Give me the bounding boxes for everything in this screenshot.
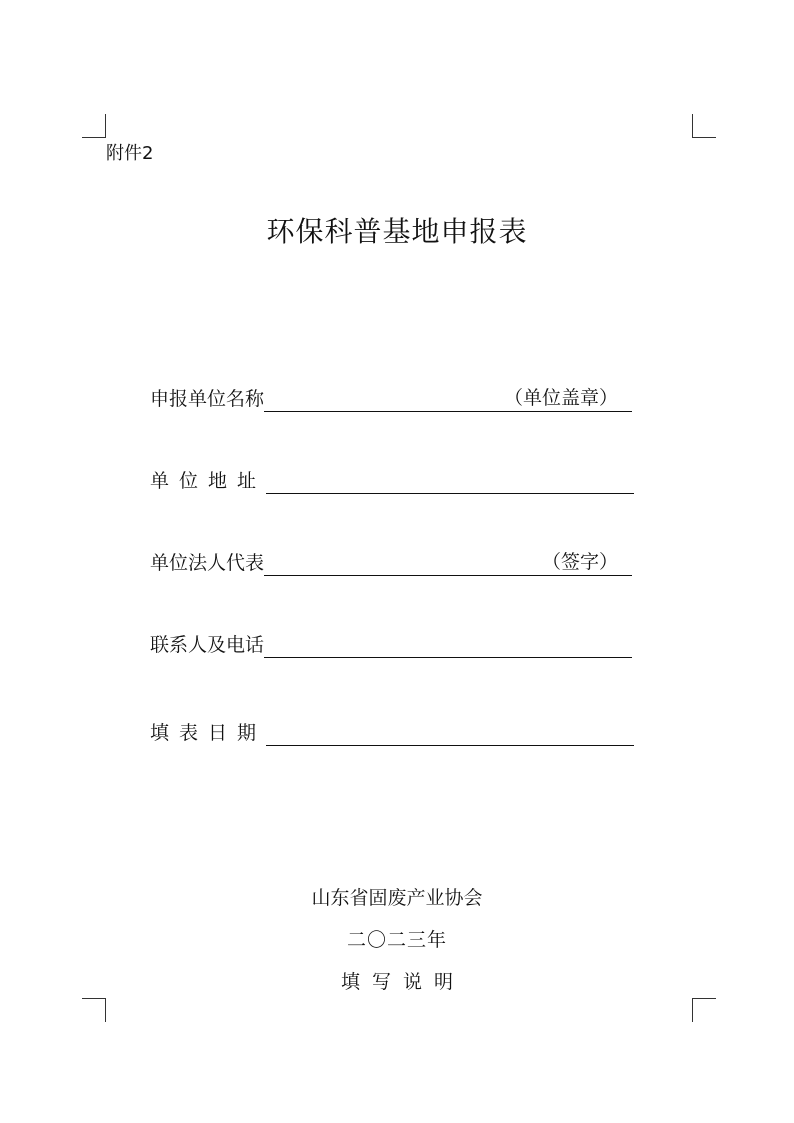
form-field-contact-phone	[150, 628, 632, 658]
field-label-unit-address: 单位地址	[150, 470, 267, 492]
field-label-contact-phone: 联系人及电话	[150, 634, 265, 656]
year-text: 二〇二三年	[346, 929, 447, 951]
form-field-unit-address	[150, 464, 634, 494]
unit-name-input-line[interactable]	[264, 386, 632, 412]
form-field-fill-date	[150, 716, 634, 746]
field-label-unit-name: 申报单位名称	[150, 388, 265, 410]
field-label-fill-date: 填表日期	[150, 722, 267, 744]
contact-phone-input-line[interactable]	[264, 632, 632, 658]
crop-mark-bottom-left	[82, 998, 106, 1022]
field-suffix-seal: （单位盖章）	[504, 387, 619, 409]
page-title: 环保科普基地申报表	[266, 215, 528, 248]
attachment-label: 附件2	[106, 143, 154, 164]
instructions-heading: 填写说明	[340, 971, 465, 993]
form-field-unit-name	[150, 382, 632, 412]
legal-representative-input-line[interactable]	[264, 550, 632, 576]
unit-address-input-line[interactable]	[266, 468, 634, 494]
field-label-legal-representative: 单位法人代表	[150, 552, 265, 574]
fill-date-input-line[interactable]	[266, 720, 634, 746]
organization-name: 山东省固废产业协会	[311, 887, 483, 909]
crop-mark-top-right	[692, 114, 716, 138]
field-suffix-signature: （签字）	[542, 551, 619, 573]
crop-mark-top-left	[82, 114, 106, 138]
form-field-legal-representative	[150, 546, 632, 576]
crop-mark-bottom-right	[692, 998, 716, 1022]
